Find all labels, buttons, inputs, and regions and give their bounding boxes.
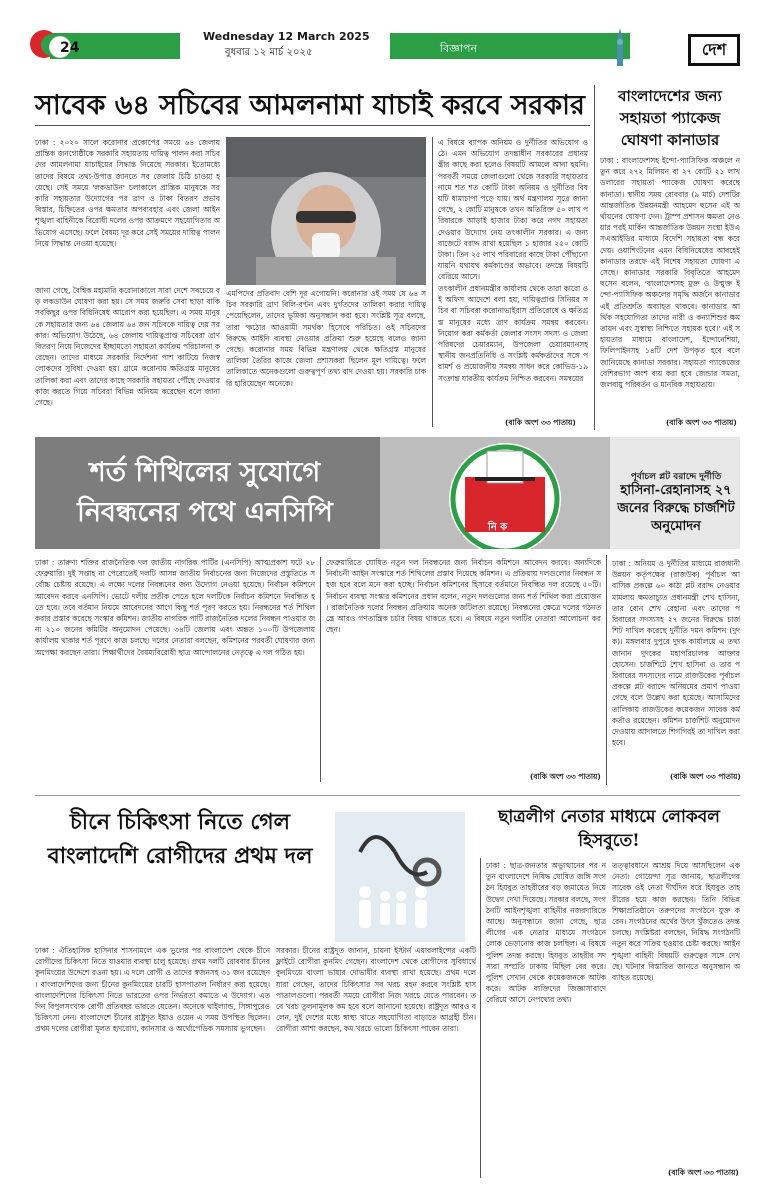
article2-col1: ঢাকা : তারুণ্য শক্তির রাজনৈতিক দল জাতীয় নাগরিক পার্টির (এনসিপি) আত্মপ্রকাশ ঘটে ২৮ ফেব্রুয়ারি। দুই সপ্তাহ না পেরোতেই দলটি আসন্ন জাতীয় নির্বাচনের জন্য নিজেদের প্রস্তুতিতে সর্বোচ্চ চেষ্টায় রয়েছে। এ লক্ষ্যে দলের নিবন্ধনের জন্য উদ্যোগ নেওয়া হয়েছে। নির্বাচন কমিশনে আবেদন করবে এনসিপি। ভোটে দলীয় প্রতীক পেতে হলে দলটিকে নির্বাচন কমিশনে নিবন্ধিত হতে হবে। তবে বর্তমান নিয়মে আবেদনের আগে কিছু শর্ত পূরণ করতে হয়। নিবন্ধনের শর্ত শিথিল করার প্রস্তাব করেছে সংস্কার কমিশন। জাতীয় নাগরিক পার্টি রাজনৈতিক দলের নিবন্ধন পাওয়ার জন্য ২১০ জনের কমিটির অনুমোদন পেয়েছে। ৩৪টি জেলায় এবং অন্তত ১০০টি উপজেলায় কার্যালয় থাকার শর্ত পূরণে কাজ চলছে। দলের নেতারা বলছেন, কমিশনের পরবর্তী ঘোষণার জন্য অপেক্ষা করছেন তারা। শিক্ষার্থীদের বৈষম্যবিরোধী ছাত্র আন্দোলনের নেতৃত্বে এ দল গঠিত হয়। xyxy=(35,558,315,657)
sidebar2-continued: (বাকি অংশ ৩৩ পাতায়) xyxy=(670,772,741,781)
divider xyxy=(35,125,590,126)
article1-col1: ঢাকা : ২০২০ সালে করোনার প্রকোপের সময়ে ৬৪ জেলায় প্রান্তিক জনগোষ্ঠীকে সরকারি সহায়তায় দায়িত্ব পালন করা সচিবদের আমলনামা যাচাইয়ের সিদ্ধান্ত নিয়েছে সরকার। ইতোমধ্যে তাদের বিষয়ে তথ্য-উপাত্ত জানতে সব জেলায় চিঠি চাওয়া হয়েছে। সেই সময়ে 'লকডাউন' চলাকালে প্রান্তিক মানুষকে সরকারি সহায়তার উদ্যোগের পর ত্রাণ ও টাকা বিতরণ প্রভাব বিস্তার, চিহ্নিতের ওপর ক্ষমতার অপব্যবহার এবং জেলা আইনশৃঙ্খলা বাহিনীকে বিরোধী দলের ওপর আক্রমণে সহযোগিতার অভিযোগ এসেছে। ফলে বৈষম্য দূর করে সেই সময়ের দায়িত্ব পালন নিয়ে সিদ্ধান্ত নেওয়া হয়েছে। xyxy=(35,138,220,248)
date-english: Wednesday 12 March 2025 xyxy=(203,30,370,43)
article2-continued: (বাকি অংশ ৩৩ পাতায়) xyxy=(530,772,601,781)
article4-col2: তত্ত্বাবধানে আশ্রয় দিয়ে আসছিলেন এক নেতা। গোয়েন্দা সূত্র জানায়, ছাত্রলীগের সাবেক ওই নেতা দীর্ঘদিন ধরে হিযবুত তাহরীরের হয়ে কাজ করছেন। তিনি বিভিন্ন শিক্ষাপ্রতিষ্ঠানে তরুণদের সংগঠনে যুক্ত করেন। সংগঠনের অর্থের উৎস খুঁজতেও তদন্ত চলছে। সংশ্লিষ্টরা বলছেন, নিষিদ্ধ সংগঠনটি নতুন করে সক্রিয় হওয়ার চেষ্টা করছে। আইনশৃঙ্খলা বাহিনী বিষয়টি গুরুত্বের সঙ্গে দেখছে। ঘটনার বিস্তারিত জানতে অনুসন্ধান অব্যাহত রয়েছে। xyxy=(612,861,740,983)
date-bangla: বুধবার ১২ মার্চ ২০২৫ xyxy=(225,47,313,58)
article1-continued: (বাকি অংশ ৩৩ পাতায়) xyxy=(505,418,576,427)
article1-col2: এমপিদের প্রতিবাদ বেশি দূর এগোয়নি। করোনার ওই সময় যে ৬৪ সচিব সরকারি ত্রাণ বিলি-বণ্টন এবং দুর্গতদের তালিকা করার দায়িত্ব পেয়েছিলেন, তাদের ভূমিকা অনুসন্ধান করা হবে। সংশ্লিষ্ট সূত্র বলছে, তারা 'কঠোর আওয়ামী সমর্থক' হিসেবে পরিচিত। ওই সচিবদের বিরুদ্ধে আইনি ব্যবস্থা নেওয়ার প্রক্রিয়া শুরু হয়েছে বলেও জানা গেছে। করোনার সময় বিভিন্ন মন্ত্রণালয় থেকে ক্ষতিগ্রস্ত মানুষের তালিকা তৈরির কাজে জেলা প্রশাসকরা ছিলেন মূল দায়িত্বে। ফলে তালিকাতে অনেকগুলো গুরুত্বপূর্ণ তথ্য বাদ দেওয়া হয়। সরকারি চাকরি হারিয়েছেন অনেকে। xyxy=(226,289,426,388)
section-divider xyxy=(35,795,740,796)
sidebar1-body: ঢাকা : বাংলাদেশসহ ইন্দো-প্যাসিফিক অঞ্চলে নতুন করে ২৭২ মিলিয়ন বা ২৭ কোটি ২১ লাখ ডলারের সহায়তা প্যাকেজ ঘোষণা করেছে কানাডা। স্থানীয় সময় রোববার (৯ মার্চ) দেশটির আন্তর্জাতিক উন্নয়নমন্ত্রী আহমেদ হুসেন এই অর্থায়নের ঘোষণা দেন। ট্রাম্প প্রশাসন ক্ষমতা নেওয়ার পরই মার্কিন আন্তর্জাতিক উন্নয়ন সংস্থা ইউএসএআইডির মাধ্যমে বিদেশি সহায়তা বন্ধ করে দেয়। ওয়াশিংটনের এমন বিধিনিষেধের আবহেই কানাডার তরফে এই বিশেষ সহায়তা ঘোষণা এসেছে। কানাডার সরকারি বিবৃতিতে আহমেদ হুসেন বলেন, 'বাংলাদেশসহ মুক্ত ও উন্মুক্ত ইন্দো-প্যাসিফিক অঞ্চলের সমৃদ্ধি অর্জনে কানাডার এই প্রতিশ্রুতি অব্যাহত থাকবে। কানাডার আর্থিক সহযোগিতা তাদের নারী ও কন্যাশিশুর ক্ষমতায়ন এবং সুস্বাস্থ্য নিশ্চিতে সহায়ক হবে।' এই সহায়তার মাধ্যমে বাংলাদেশ, ইন্দোনেশিয়া, ফিলিপাইনসহ ১৪টি দেশ উপকৃত হবে বলে জানিয়েছে কানাডা সরকার। সহায়তা প্যাকেজের বেশিরভাগ অংশ ব্যয় করা হবে জেন্ডার সমতা, জলবায়ু পরিবর্তন ও মানবিক সহায়তায়। xyxy=(600,156,740,390)
column-rule xyxy=(480,858,481,1178)
column-rule xyxy=(594,85,595,430)
masthead-logo: দেশ xyxy=(688,34,740,66)
article3-col1: ঢাকা : ঐতিহাসিক হাসিনার শাসনামলে এক ভুলের পর বাংলাদেশ থেকে চীনে রোগীদের চিকিৎসা নিতে যাওয়ার ব্যবস্থা চালু হয়েছে। প্রথম দলটি রোববার চীনের কুনমিংয়ের উদ্দেশে রওনা হয়। এ দলে রোগী ও তাদের স্বজনসহ ৩১ জন রয়েছেন। বাংলাদেশিদের জন্য চীনের কুনমিংয়ের চারটি হাসপাতাল নির্ধারণ করা হয়েছে। বাংলাদেশিদের চিকিৎসা নিতে ভারতের ওপর নির্ভরতা কমাতে এ উদ্যোগ। এতদিন বিপুলসংখ্যক রোগী প্রতিবছর ভারতে যেতেন। অনেকে থাইল্যান্ড, সিঙ্গাপুরেও চিকিৎসা নেন। বাংলাদেশে চীনের রাষ্ট্রদূত ইয়াও ওয়েন এ সময় উপস্থিত ছিলেন। প্রথম দলের রোগীরা মূলত হৃদরোগ, ক্যানসার ও অর্থোপেডিক সমস্যায় ভুগছেন। xyxy=(35,946,270,1034)
article1-headline: সাবেক ৬৪ সচিবের আমলনামা যাচাই করবে সরকার xyxy=(35,90,585,121)
sidebar1-continued: (বাকি অংশ ৩৩ পাতায়) xyxy=(666,418,737,427)
article1-photo xyxy=(226,137,426,285)
header-green-bar-right xyxy=(390,33,630,59)
article1-col3b: তৎকালীন প্রধানমন্ত্রীর কার্যালয় থেকে তারা কারো ওই অফিস আদেশে বলা হয়, দায়িত্বপ্রাপ্ত সিনিয়র সচিব বা সচিবরা করোনাভাইরাস প্রতিরোধে ও ক্ষতিগ্রস্ত মানুষের মধ্যে ত্রাণ কার্যক্রম সমন্বয় করবেন। নিয়োগ করা কর্মকর্তা জেলার সংসদ সদস্য ও জেলা পরিষদের চেয়ারম্যান, উপজেলা চেয়ারম্যানসহ স্থানীয় জনপ্রতিনিধি ও সংশ্লিষ্ট কর্মকর্তাদের সঙ্গে পরামর্শ ও প্রয়োজনীয় সমন্বয় সাধন করে কোভিড-১৯ সংক্রান্ত যাবতীয় কার্যক্রম নিশ্চিত করবেন। সমন্বয়ের xyxy=(438,284,588,383)
statue-icon xyxy=(612,28,628,68)
page-number: 24 xyxy=(60,40,80,56)
article1-col1b: জানা গেছে, বৈশ্বিক মহামারি করোনাকালে সারা দেশে সবচেয়ে বড় লকডাউন ঘোষণা করা হয়। সে সময় জরুরি সেবা ছাড়া বাকি সবকিছুর ওপর বিধিনিষেধ আরোপ করা হয়েছিল। এ সময় মানুষকে সহায়তার জন্য ৬৪ জেলায় ৬৪ জন সচিবকে দায়িত্ব দেয় সরকার। অভিযোগ উঠেছে, ৬৪ জেলায় দায়িত্বপ্রাপ্ত সচিবেরা ত্রাণ বিতরণ নিয়ে নিজেদের ইচ্ছামতো সহায়তা কার্যক্রম পরিচালনা করেছেন। তাদের মাধ্যমে সরকারি নির্দেশনা পাশ কাটিয়ে নিজস্ব লোকদের সুবিধা দেওয়া হয়। গ্রামে করোনায় ক্ষতিগ্রস্ত মানুষের তালিকা করা এবং তাদের কাছে সরকারি সহায়তা পৌঁছে দেওয়ার কাজ করতে গিয়ে সচিবরা বিভিন্ন অনিয়ম করেছেন বলে জানা গেছে। xyxy=(35,286,220,408)
article3-col2: সরকার। চীনের রাষ্ট্রদূত জানান, চায়না ইস্টার্ন এয়ারলাইন্সের একটি ফ্লাইটে রোগীরা কুনমিং গেছেন। বাংলাদেশ থেকে রোগীদের সুবিধার্থে কুনমিংয়ে বাংলা ভাষার দোভাষীর ব্যবস্থা রাখা হয়েছে। প্রথম দলে যারা গেছেন, তাদের চিকিৎসার সব খরচ বহন করবে সংশ্লিষ্ট হাসপাতালগুলো। পরবর্তী সময়ে রোগীরা নিজ খরচে যেতে পারবেন। তবে খরচ তুলনামূলক কম হবে বলে জানানো হয়েছে। রাষ্ট্রদূত আরও বলেন, দুই দেশের মধ্যে স্বাস্থ্য খাতে সহযোগিতা বাড়াতে আগ্রহী চীন। রোগীরা আশা করছেন, কম খরচে ভালো চিকিৎসা পাবেন তারা। xyxy=(276,946,476,1034)
section-label: বিজ্ঞাপন xyxy=(440,42,478,55)
article4-continued: (বাকি অংশ ৩৩ পাতায়) xyxy=(668,1168,739,1177)
column-rule xyxy=(320,557,321,782)
article3-headline: চীনে চিকিৎসা নিতে গেল বাংলাদেশি রোগীদের প্রথম দল xyxy=(47,809,313,869)
sidebar2-body: ঢাকা : অনিয়ম ও দুর্নীতির মাধ্যমে রাজধানী উন্নয়ন কর্তৃপক্ষের (রাজউক) পূর্বাচল আবাসিক প্রকল্পে ৬০ কাঠা প্লট বরাদ্দ নেওয়ার মামলায় ক্ষমতাচ্যুত প্রধানমন্ত্রী শেখ হাসিনা, তার বোন শেখ রেহানা এবং তাদের পরিবারের সদস্যসহ ২৭ জনের বিরুদ্ধে চার্জশিট দাখিল করেছে দুর্নীতি দমন কমিশন (দুদক)। মঙ্গলবার দুপুরে দুদক কার্যালয়ে এ তথ্য জানান দুদকের মহাপরিচালক আক্তার হোসেন। চার্জশিটে শেখ হাসিনা ও তার পরিবারের সদস্যদের নামে রাজউকের পূর্বাচল প্রকল্পে প্লট বরাদ্দে অনিয়মের প্রমাণ পাওয়া গেছে বলে উল্লেখ করা হয়েছে। আসামিদের তালিকায় রাজউকের কয়েকজন সাবেক কর্মকর্তাও রয়েছেন। কমিশন চার্জশিট অনুমোদন দেওয়ায় আদালতে শিগগিরই তা দাখিল করা হবে। xyxy=(612,559,740,748)
column-rule xyxy=(432,137,433,427)
column-rule xyxy=(606,555,607,785)
sidebar1-title: বাংলাদেশের জন্য সহায়তা প্যাকেজ ঘোষণা কানাডার xyxy=(618,87,722,149)
page-header xyxy=(0,0,770,80)
article3-photo xyxy=(335,812,465,942)
article4-col1: ঢাকা : ছাত্র-জনতার অভ্যুত্থানের পর নতুন বাংলাদেশে নিষিদ্ধ ঘোষিত জঙ্গি সংগঠন হিযবুত তাহরীরের বড় জমায়েত নিয়ে উদ্বেগ দেখা দিয়েছে। সরকার বলছে, সংগঠনটি আইনশৃঙ্খলা বাহিনীর নজরদারিতে আছে। অনুসন্ধানে জানা গেছে, ছাত্রলীগের এক নেতার মাধ্যমে সংগঠনে লোক ভেড়ানোর কাজ চলছিল। এ বিষয়ে পুলিশ তদন্ত করছে। হিযবুত তাহরীর সদস্যরা সম্প্রতি ঢাকায় মিছিল বের করে। পুলিশ সেখান থেকে কয়েকজনকে আটক করে। আটক ব্যক্তিদের জিজ্ঞাসাবাদে বেরিয়ে আসে নেপথ্যের তথ্য। xyxy=(486,861,606,1005)
ballot-box-label: নি ক xyxy=(488,522,508,533)
article1-col3: এ বিষয়ে ব্যাপক অনিয়ম ও দুর্নীতির অভিযোগ ওঠে। এমন অভিযোগ তদন্তাধীন সরকারের প্রধানমন্ত্রীর কাছে করা হলেও বিষয়টি আমলে আনা হয়নি। পরবর্তী সময়ে জেলাগুলো থেকে সরকারি সহায়তার নামে শত শত কোটি টাকা অনিয়ম ও দুর্নীতির বিষয়টি ধামাচাপা পড়ে যায়। অর্থ মন্ত্রণালয় সূত্রে জানা গেছে, ২ কোটি মানুষকে তখন অতিরিক্ত ৫০ লাখ পরিবারকে আড়াই হাজার টাকা করে নগদ সহায়তা দেওয়ার উদ্যোগ নেয় তৎকালীন সরকার। এ জন্য বাজেটে বরাদ্দ রাখা হয়েছিল ১ হাজার ২৫০ কোটি টাকা। তিন ২৫ লাখ পরিবারের কাছে টাকা পৌঁছানো যায়নি যথাযথ কর্মকাণ্ডের অভাবে। তদন্তে বিষয়টি বেরিয়ে আসে। xyxy=(438,138,588,282)
article4-headline: ছাত্রলীগ নেতার মাধ্যমে লোকবল হিসবুতে! xyxy=(498,807,720,851)
article2-headline: শর্ত শিথিলের সুযোগে নিবন্ধনের পথে এনসিপি xyxy=(77,457,333,528)
sidebar2-title: হাসিনা-রেহানাসহ ২৭ জনের বিরুদ্ধে চার্জশিট অনুমোদন xyxy=(617,483,735,534)
sidebar2-kicker: পূর্বাচল প্লট বরাদ্দে দুর্নীতি xyxy=(630,472,722,482)
article2-col2: ফেব্রুয়ারিতে ঘোষিত নতুন দল নিবন্ধনের জন্য নির্বাচন কমিশনে আবেদন করবে। অন্যদিকে নির্বাচনী আইন সংস্কারে শর্ত শিথিলের প্রস্তাব দিয়েছে কমিশন। এ প্রক্রিয়ায় দলগুলোর নিবন্ধন সহজ হবে বলে মনে করা হচ্ছে। নির্বাচন কমিশনের হিসাবে বর্তমানে নিবন্ধিত দল রয়েছে ৫০টি। নির্বাচন ব্যবস্থা সংস্কার কমিশনের প্রধান বলেন, নতুন দলগুলোর জন্য শর্ত শিথিল করা প্রয়োজন। রাজনৈতিক দলের নিবন্ধন প্রক্রিয়ায় অনেক জটিলতা রয়েছে। নিবন্ধনের ক্ষেত্রে দলের গঠনতন্ত্রে আরও গণতান্ত্রিক চর্চার বিষয় থাকতে হবে। এ বিষয়ে নতুন দলটির নেতারা আলোচনা করছেন। xyxy=(326,558,601,635)
